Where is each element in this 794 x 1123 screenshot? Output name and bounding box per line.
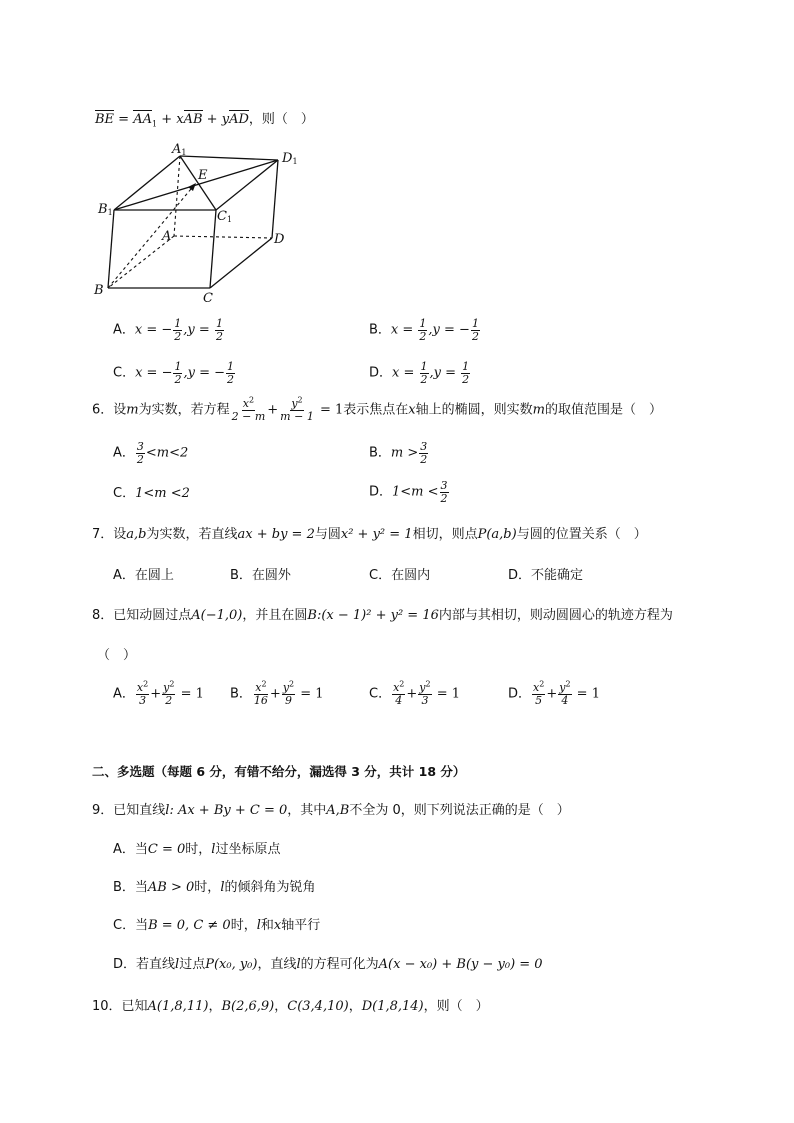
label-d1: D1	[282, 151, 298, 166]
q8-option-b[interactable]: B． $\frac{x^2}{16}$ + $\frac{y^2}{9}$ = 1	[230, 679, 324, 707]
q5-option-d[interactable]: D．x = $\frac{1}{2}$ ,y = $\frac{1}{2}$	[369, 360, 470, 386]
q6-option-d[interactable]: D．1<m < $\frac{3}{2}$	[369, 479, 448, 505]
q7-option-d[interactable]: D．不能确定	[508, 568, 584, 583]
q8-stem-paren: （ ）	[97, 648, 137, 663]
q6-option-b[interactable]: B．m > $\frac{3}{2}$	[369, 440, 428, 466]
label-c1: C1	[217, 209, 233, 224]
q8-option-d[interactable]: D． $\frac{x^2}{5}$ + $\frac{y^2}{4}$ = 1	[508, 679, 600, 707]
label-e: E	[198, 168, 208, 183]
section-2-title: 二、多选题（每题 6 分，有错不给分，漏选得 3 分，共计 18 分）	[92, 764, 466, 779]
label-a: A	[162, 229, 172, 244]
q9-option-d[interactable]: D．若直线l过点P(x₀, y₀)，直线l的方程可化为A(x − x₀) + B(y − y₀) = 0	[113, 957, 543, 972]
q5-parallelepiped-figure	[90, 140, 310, 310]
q5-option-c[interactable]: C．x = − $\frac{1}{2}$ ,y = − $\frac{1}{2}$	[113, 360, 234, 386]
q7-option-a[interactable]: A．在圆上	[113, 568, 174, 583]
q7-option-c[interactable]: C．在圆内	[369, 568, 431, 583]
q6-option-c[interactable]: C．1<m <2	[113, 486, 190, 501]
label-c: C	[203, 291, 213, 306]
q5-vector-equation: BE = $AA_1$ + xAB + yAD，则（ ）	[95, 112, 314, 129]
q8-option-c[interactable]: C． $\frac{x^2}{4}$ + $\frac{y^2}{3}$ = 1	[369, 679, 461, 707]
q7-stem: 7．设a,b为实数，若直线ax + by = 2与圆x² + y² = 1相切，则点P(a,b)与圆的位置关系（ ）	[92, 527, 647, 542]
label-d: D	[274, 232, 285, 247]
q5-option-b[interactable]: B．x = $\frac{1}{2}$ ,y = − $\frac{1}{2}$	[369, 317, 479, 343]
q9-option-a[interactable]: A．当C = 0时，l过坐标原点	[113, 842, 281, 857]
q5-stem-suffix: ，则（ ）	[248, 112, 314, 127]
q9-stem: 9．已知直线l: Ax + By + C = 0，其中A,B不全为 0，则下列说法正确的是（ ）	[92, 803, 570, 818]
label-b: B	[94, 283, 104, 298]
q9-option-b[interactable]: B．当AB > 0时，l的倾斜角为锐角	[113, 880, 316, 895]
q5-option-a[interactable]: A．x = − $\frac{1}{2}$ ,y = $\frac{1}{2}$	[113, 317, 223, 343]
q8-option-a[interactable]: A． $\frac{x^2}{3}$ + $\frac{y^2}{2}$ = 1	[113, 679, 204, 707]
label-a1: A1	[172, 142, 187, 157]
q6-option-a[interactable]: A． $\frac{3}{2}$ <m<2	[113, 440, 189, 466]
q8-stem: 8．已知动圆过点A(−1,0)，并且在圆B:(x − 1)² + y² = 16内部与其相切，则动圆圆心的轨迹方程为	[92, 608, 673, 623]
q6-stem: 6．设m为实数，若方程 $\frac{x^2}{2 - m}$ + $\frac{y^2}{m - 1}$ = 1表示焦点在x轴上的椭圆，则实数m的取值范围是（ ）	[92, 395, 662, 423]
q7-option-b[interactable]: B．在圆外	[230, 568, 291, 583]
label-b1: B1	[98, 202, 113, 217]
q10-stem: 10．已知A(1,8,11)，B(2,6,9)，C(3,4,10)，D(1,8,14)，则（ ）	[92, 999, 489, 1014]
vector-be: BE	[95, 112, 115, 127]
q9-option-c[interactable]: C．当B = 0, C ≠ 0时，l和x轴平行	[113, 918, 321, 933]
